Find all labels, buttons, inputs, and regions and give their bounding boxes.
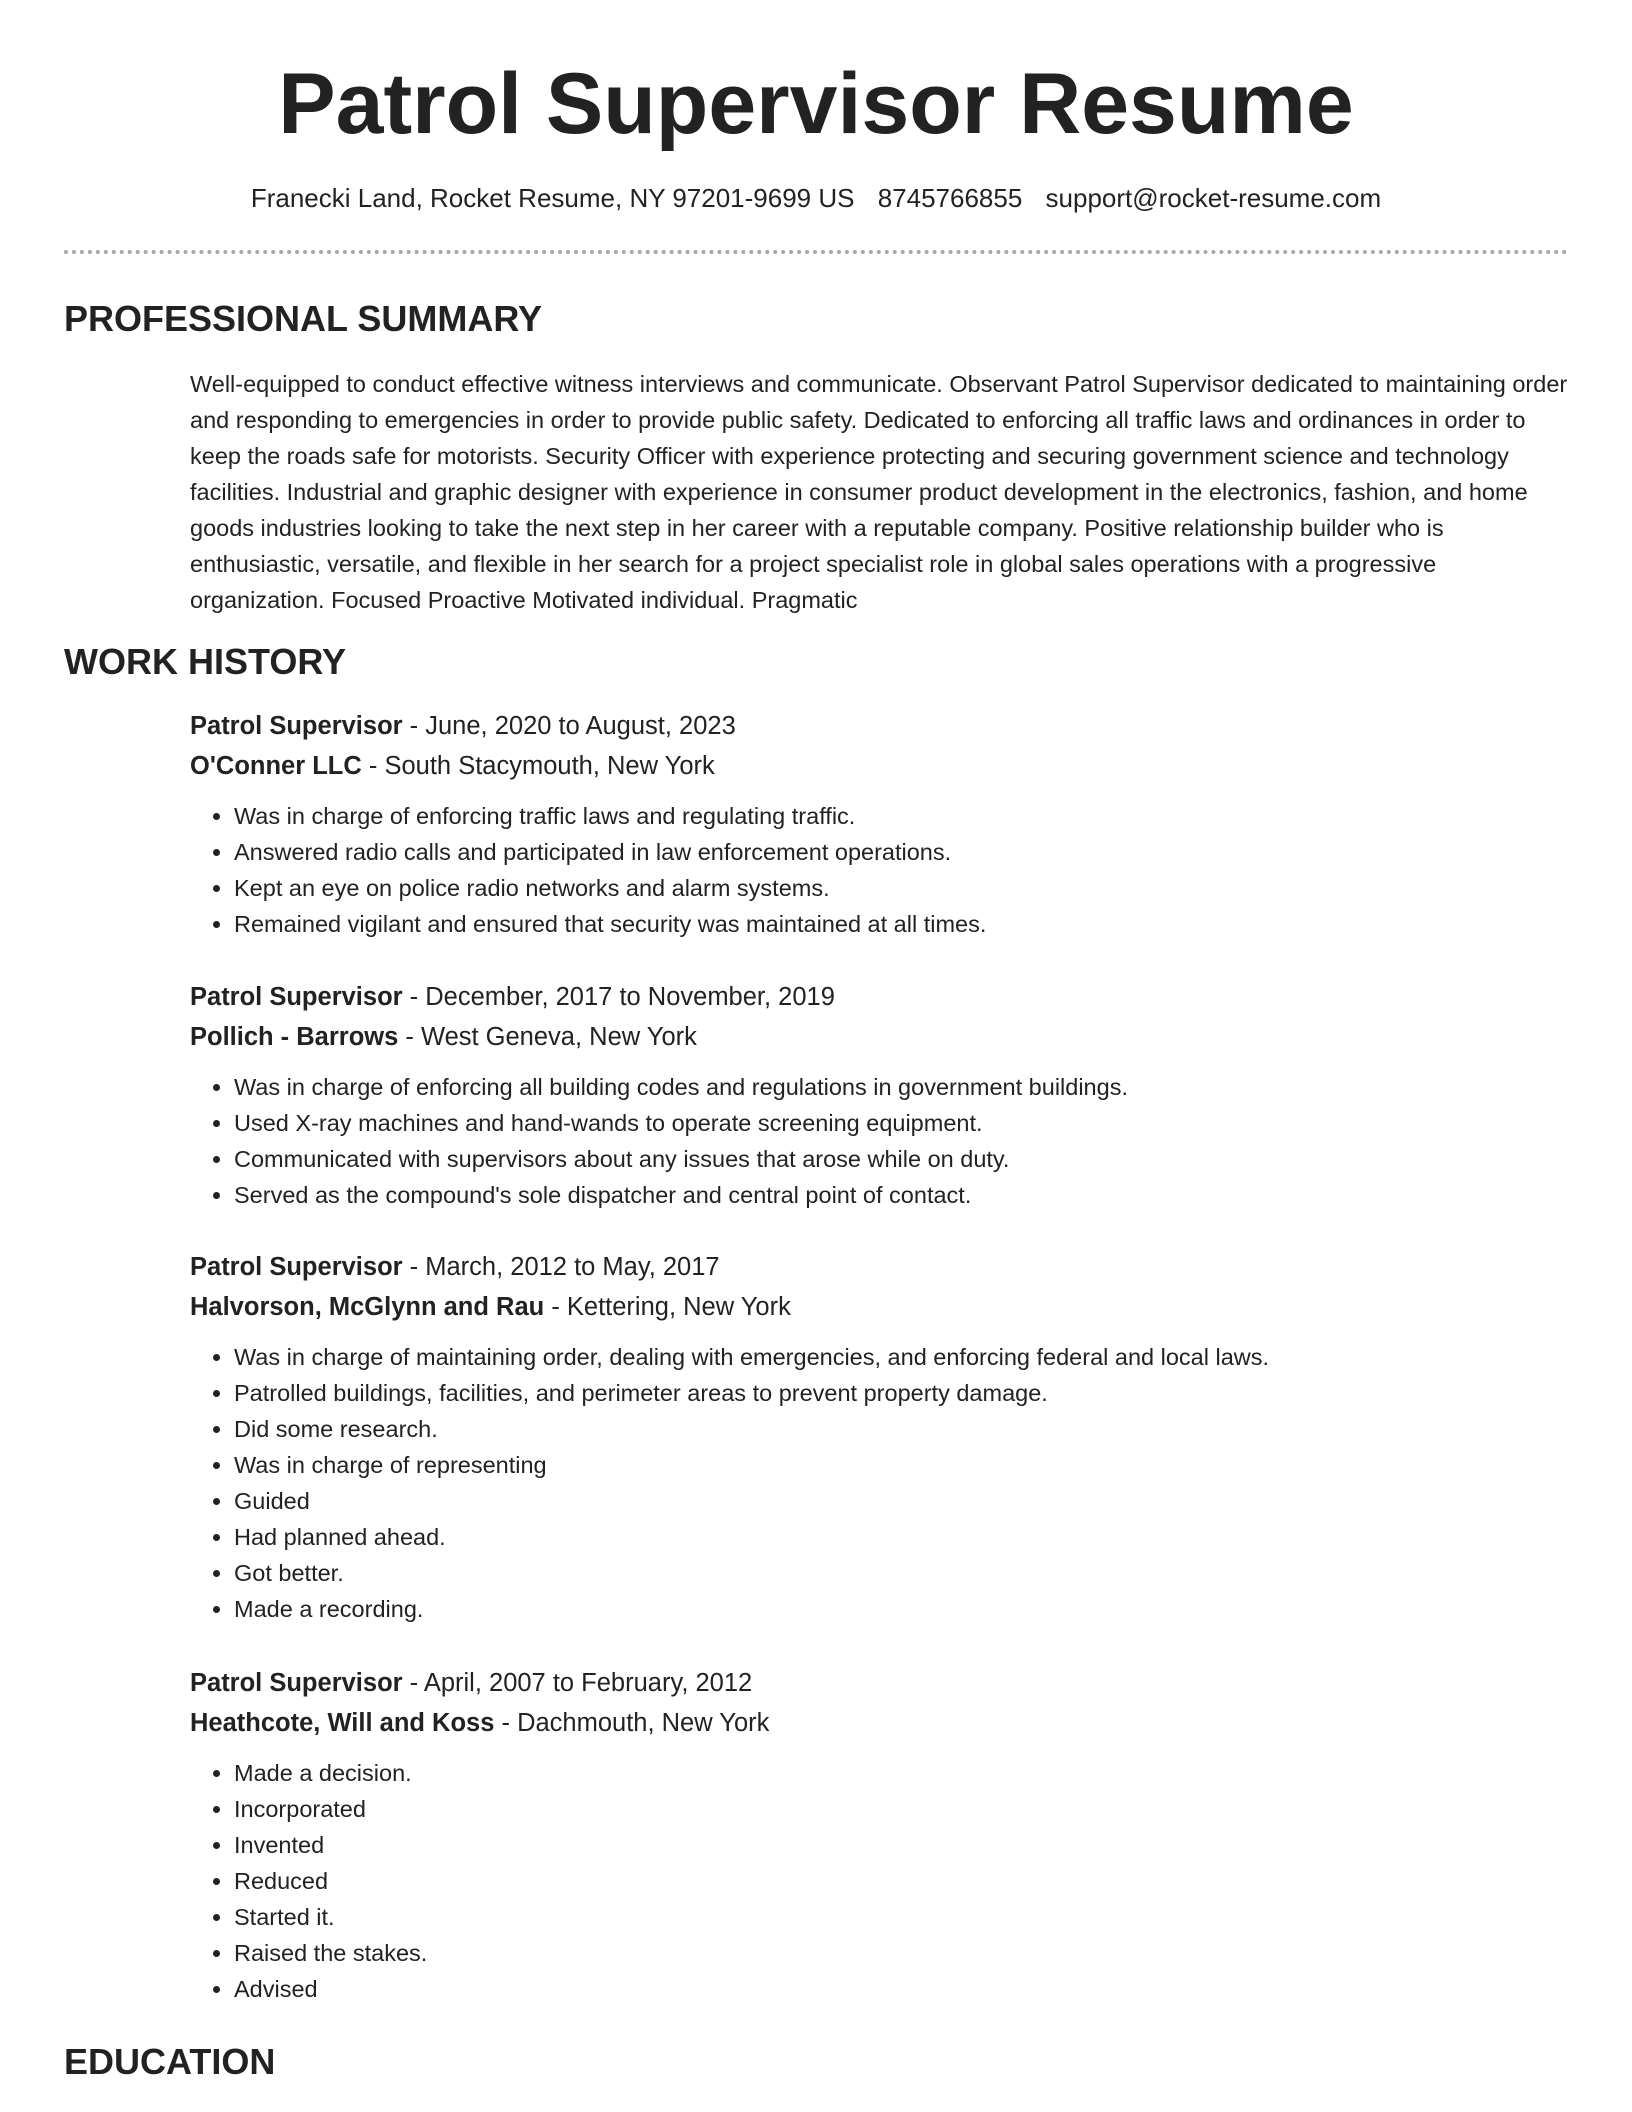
job-bullet: • Started it. bbox=[234, 1899, 1570, 1935]
job-bullet: • Got better. bbox=[234, 1555, 1570, 1591]
job-bullet: • Patrolled buildings, facilities, and perimeter areas to prevent property damage. bbox=[234, 1375, 1570, 1411]
job-dates: - December, 2017 to November, 2019 bbox=[402, 983, 835, 1011]
job-bullet: • Reduced bbox=[234, 1863, 1570, 1899]
summary-heading: PROFESSIONAL SUMMARY bbox=[64, 298, 543, 339]
job-bullet: • Was in charge of maintaining order, dealing with emergencies, and enforcing federal and local laws. bbox=[234, 1339, 1570, 1375]
job-entry bbox=[190, 706, 1570, 942]
job-bullets bbox=[190, 1339, 1570, 1627]
job-bullet: • Raised the stakes. bbox=[234, 1935, 1570, 1971]
job-bullet: • Had planned ahead. bbox=[234, 1519, 1570, 1555]
job-bullet: • Was in charge of enforcing all building codes and regulations in government buildings. bbox=[234, 1069, 1570, 1105]
job-title-line bbox=[190, 1663, 1570, 1703]
job-location: - Dachmouth, New York bbox=[494, 1709, 770, 1737]
job-bullet: • Advised bbox=[234, 1971, 1570, 2007]
summary-text: Well-equipped to conduct effective witness interviews and communicate. Observant Patrol Supervisor dedicated to maintaining order and responding to emergencies in order to provide public safety. Dedicated to enforcing all traffic laws and ordinances in order to keep the roads safe for motorists. Security Officer with experience protecting and securing government science and technology facilities. Industrial and graphic designer with experience in consumer product development in the electronics, fashion, and home goods industries looking to take the next step in her career with a reputable company. Positive relationship builder who is enthusiastic, versatile, and flexible in her search for a project specialist role in global sales operations with a progressive organization. Focused Proactive Motivated individual. Pragmatic bbox=[190, 371, 1568, 613]
job-title: Patrol Supervisor bbox=[190, 983, 403, 1011]
job-bullet: • Remained vigilant and ensured that security was maintained at all times. bbox=[234, 906, 1570, 942]
contact-email: support@rocket-resume.com bbox=[1045, 183, 1382, 213]
header-divider bbox=[64, 250, 1568, 254]
job-company-line bbox=[190, 1017, 1570, 1057]
job-bullet: • Used X-ray machines and hand-wands to operate screening equipment. bbox=[234, 1105, 1570, 1141]
contact-address: Franecki Land, Rocket Resume, NY 97201-9699 US bbox=[250, 183, 855, 213]
work-history-heading: WORK HISTORY bbox=[64, 641, 347, 682]
job-bullet: • Answered radio calls and participated in law enforcement operations. bbox=[234, 834, 1570, 870]
job-bullets bbox=[190, 798, 1570, 942]
job-location: - Kettering, New York bbox=[544, 1293, 791, 1321]
job-bullet: • Communicated with supervisors about any issues that arose while on duty. bbox=[234, 1141, 1570, 1177]
job-company: O'Conner LLC bbox=[190, 752, 362, 780]
job-entry bbox=[190, 977, 1570, 1213]
job-company-line bbox=[190, 1287, 1570, 1327]
job-bullets bbox=[190, 1755, 1570, 2007]
job-title-line bbox=[190, 1247, 1570, 1287]
job-title-line bbox=[190, 706, 1570, 746]
job-bullet: • Incorporated bbox=[234, 1791, 1570, 1827]
job-bullet: • Invented bbox=[234, 1827, 1570, 1863]
job-company: Heathcote, Will and Koss bbox=[190, 1709, 495, 1737]
job-dates: - March, 2012 to May, 2017 bbox=[402, 1253, 720, 1281]
job-entry bbox=[190, 1663, 1570, 2007]
job-bullet: • Kept an eye on police radio networks and alarm systems. bbox=[234, 870, 1570, 906]
education-heading: EDUCATION bbox=[64, 2041, 276, 2082]
job-company: Pollich - Barrows bbox=[190, 1023, 399, 1051]
job-title: Patrol Supervisor bbox=[190, 1253, 403, 1281]
job-bullet: • Made a recording. bbox=[234, 1591, 1570, 1627]
job-bullet: • Did some research. bbox=[234, 1411, 1570, 1447]
job-location: - West Geneva, New York bbox=[398, 1023, 697, 1051]
job-bullet: • Served as the compound's sole dispatcher and central point of contact. bbox=[234, 1177, 1570, 1213]
job-company: Halvorson, McGlynn and Rau bbox=[190, 1293, 545, 1321]
job-company-line bbox=[190, 746, 1570, 786]
job-bullet: • Guided bbox=[234, 1483, 1570, 1519]
job-bullets bbox=[190, 1069, 1570, 1213]
job-location: - South Stacymouth, New York bbox=[361, 752, 715, 780]
job-bullet: • Made a decision. bbox=[234, 1755, 1570, 1791]
contact-info bbox=[0, 180, 1632, 216]
job-company-line bbox=[190, 1703, 1570, 1743]
contact-phone: 8745766855 bbox=[877, 183, 1023, 213]
job-title: Patrol Supervisor bbox=[190, 712, 403, 740]
job-entry bbox=[190, 1247, 1570, 1627]
page-title: Patrol Supervisor Resume bbox=[278, 56, 1354, 152]
job-dates: - April, 2007 to February, 2012 bbox=[402, 1669, 753, 1697]
job-title-line bbox=[190, 977, 1570, 1017]
job-bullet: • Was in charge of enforcing traffic laws and regulating traffic. bbox=[234, 798, 1570, 834]
job-title: Patrol Supervisor bbox=[190, 1669, 403, 1697]
job-dates: - June, 2020 to August, 2023 bbox=[402, 712, 736, 740]
job-bullet: • Was in charge of representing bbox=[234, 1447, 1570, 1483]
